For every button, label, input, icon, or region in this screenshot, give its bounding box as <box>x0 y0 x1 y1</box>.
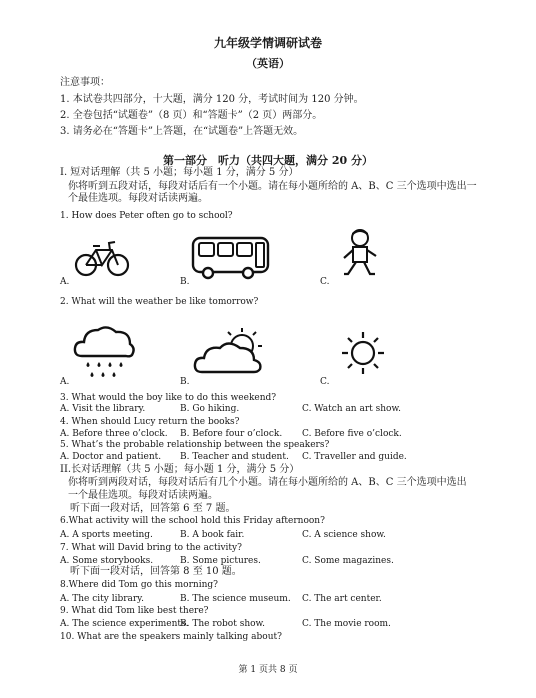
q7-option-a: A. Some storybooks. <box>60 556 154 566</box>
page-number: 第 1 页共 8 页 <box>238 665 298 675</box>
q2-text: 2. What will the weather be like tomorrow? <box>60 297 259 307</box>
walking-boy-icon <box>338 228 384 280</box>
q1-option-c: C. <box>320 277 330 287</box>
notice-item-1: 1. 本试卷共四部分，十大题，满分 120 分，考试时间为 120 分钟。 <box>60 94 364 105</box>
bus-icon <box>190 235 272 281</box>
q7-option-c: C. Some magazines. <box>302 556 394 566</box>
dialog-1-instruction: 听下面一段对话，回答第 6 至 7 题。 <box>70 503 236 514</box>
q7-text: 7. What will David bring to the activity? <box>60 543 242 553</box>
q4-option-b: B. Before four o’clock. <box>180 429 283 439</box>
q8-text: 8.Where did Tom go this morning? <box>60 580 218 590</box>
notice-item-3: 3. 请务必在“答题卡”上答题，在“试题卷”上答题无效。 <box>60 126 304 137</box>
q3-option-b: B. Go hiking. <box>180 404 240 414</box>
q8-option-a: A. The city library. <box>60 594 144 604</box>
q3-option-a: A. Visit the library. <box>60 404 146 414</box>
q1-text: 1. How does Peter often go to school? <box>60 211 233 221</box>
q6-option-a: A. A sports meeting. <box>60 530 153 540</box>
section2-instruction-2: 一个最佳选项。每段对话读两遍。 <box>68 490 218 501</box>
dialog-2-instruction: 听下面一段对话，回答第 8 至 10 题。 <box>70 566 242 577</box>
notice-item-2: 2. 全卷包括“试题卷”（8 页）和“答题卡”（2 页）两部分。 <box>60 110 323 121</box>
q2-option-b: B. <box>180 377 190 387</box>
q6-option-c: C. A science show. <box>302 530 386 540</box>
q10-text: 10. What are the speakers mainly talking about? <box>60 632 282 642</box>
notice-heading: 注意事项： <box>60 77 110 88</box>
section2-title: II.长对话理解（共 5 小题；每小题 1 分，满分 5 分） <box>60 464 300 475</box>
q3-text: 3. What would the boy like to do this weekend? <box>60 393 277 403</box>
q5-option-c: C. Traveller and guide. <box>302 452 407 462</box>
cloudy-sun-icon <box>192 326 272 378</box>
sun-icon <box>340 330 386 376</box>
q4-text: 4. When should Lucy return the books? <box>60 417 240 427</box>
q5-option-b: B. Teacher and student. <box>180 452 289 462</box>
q2-option-a: A. <box>60 377 70 387</box>
section2-instruction-1: 你将听到两段对话，每段对话后有几个小题。请在每小题所给的 A、B、C 三个选项中选出 <box>68 477 467 488</box>
q4-option-c: C. Before five o’clock. <box>302 429 402 439</box>
q8-option-b: B. The science museum. <box>180 594 291 604</box>
exam-title: 九年级学情调研试卷 <box>213 36 322 50</box>
q9-text: 9. What did Tom like best there? <box>60 606 209 616</box>
q8-option-c: C. The art center. <box>302 594 382 604</box>
q2-option-c: C. <box>320 377 330 387</box>
exam-subject: （英语） <box>246 57 290 70</box>
q3-option-c: C. Watch an art show. <box>302 404 401 414</box>
section1-instruction-1: 你将听到五段对话，每段对话后有一个小题。请在每小题所给的 A、B、C 三个选项中选出一 <box>68 181 477 192</box>
q5-text: 5. What’s the probable relationship between the speakers? <box>60 440 330 450</box>
bicycle-icon <box>74 238 130 278</box>
q1-option-a: A. <box>60 277 70 287</box>
q9-option-b: B. The robot show. <box>180 619 266 629</box>
section1-title: I. 短对话理解（共 5 小题；每小题 1 分，满分 5 分） <box>60 167 299 178</box>
q4-option-a: A. Before three o’clock. <box>60 429 168 439</box>
section1-instruction-2: 个最佳选项。每段对话读两遍。 <box>68 193 208 204</box>
q9-option-a: A. The science experiments. <box>60 619 189 629</box>
q1-option-b: B. <box>180 277 190 287</box>
q6-option-b: B. A book fair. <box>180 530 245 540</box>
q6-text: 6.What activity will the school hold this Friday afternoon? <box>60 516 325 526</box>
rain-cloud-icon <box>72 322 138 384</box>
q5-option-a: A. Doctor and patient. <box>60 452 162 462</box>
q9-option-c: C. The movie room. <box>302 619 391 629</box>
q7-option-b: B. Some pictures. <box>180 556 261 566</box>
part1-heading: 第一部分 听力（共四大题，满分 20 分） <box>163 154 373 167</box>
